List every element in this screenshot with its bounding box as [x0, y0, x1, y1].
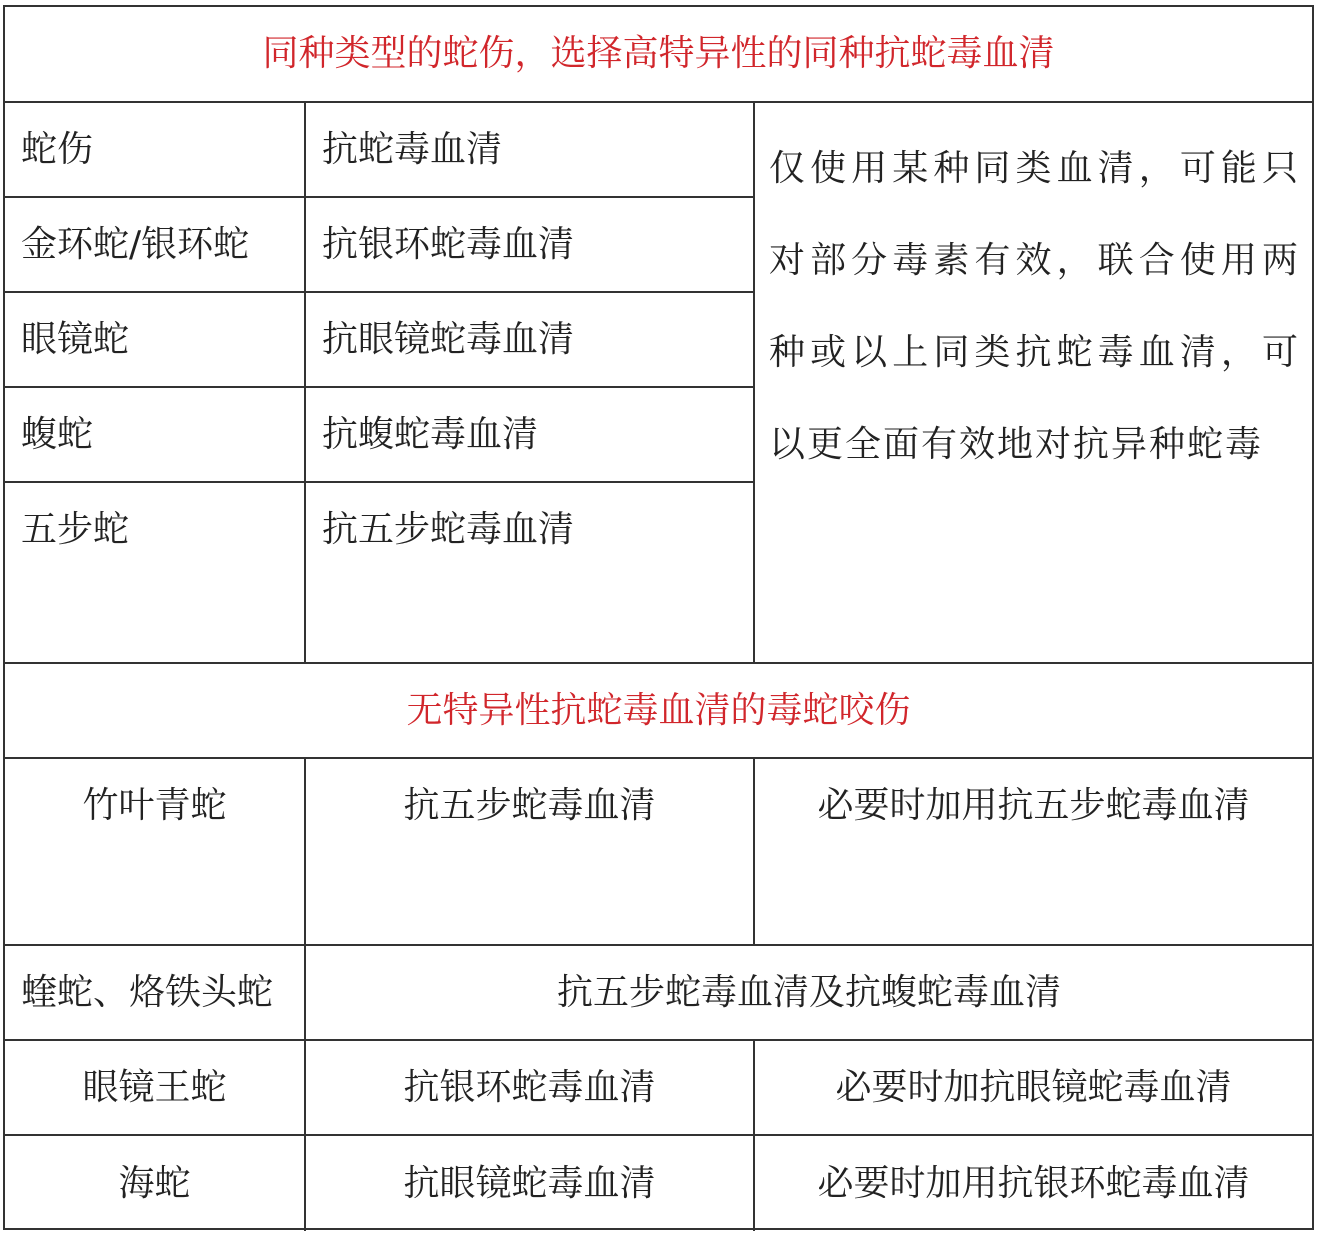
column-header-snake: 蛇伤	[5, 102, 305, 197]
snake-name: 金环蛇/银环蛇	[5, 197, 305, 292]
section2-header-row	[5, 663, 1312, 758]
section1-note: 仅使用某种同类血清，可能只对部分毒素有效，联合使用两种或以上同类抗蛇毒血清，可以更全面有效地对抗异种蛇毒	[754, 102, 1312, 663]
table-row	[5, 1135, 1312, 1231]
snake-name: 眼镜王蛇	[5, 1040, 305, 1135]
antivenom-table	[5, 7, 1312, 1231]
antivenom-name: 抗五步蛇毒血清	[305, 482, 754, 663]
table-row	[5, 945, 1312, 1040]
antivenom-name: 抗五步蛇毒血清及抗蝮蛇毒血清	[305, 945, 1312, 1040]
snake-name: 海蛇	[5, 1135, 305, 1231]
snake-name: 蝰蛇、烙铁头蛇	[5, 945, 305, 1040]
antivenom-note: 必要时加用抗银环蛇毒血清	[754, 1135, 1312, 1231]
antivenom-name: 抗五步蛇毒血清	[305, 758, 754, 945]
table-row	[5, 102, 1312, 197]
antivenom-name: 抗银环蛇毒血清	[305, 1040, 754, 1135]
snake-name: 蝮蛇	[5, 387, 305, 482]
table-row	[5, 758, 1312, 945]
antivenom-name: 抗银环蛇毒血清	[305, 197, 754, 292]
antivenom-name: 抗眼镜蛇毒血清	[305, 1135, 754, 1231]
table-row	[5, 1040, 1312, 1135]
section2-title: 无特异性抗蛇毒血清的毒蛇咬伤	[5, 663, 1312, 758]
antivenom-table-sheet	[3, 5, 1314, 1230]
section1-header-row	[5, 7, 1312, 102]
snake-name: 竹叶青蛇	[5, 758, 305, 945]
antivenom-note: 必要时加抗眼镜蛇毒血清	[754, 1040, 1312, 1135]
antivenom-name: 抗蝮蛇毒血清	[305, 387, 754, 482]
snake-name: 五步蛇	[5, 482, 305, 663]
antivenom-name: 抗眼镜蛇毒血清	[305, 292, 754, 387]
snake-name: 眼镜蛇	[5, 292, 305, 387]
column-header-antivenom: 抗蛇毒血清	[305, 102, 754, 197]
section1-title: 同种类型的蛇伤，选择高特异性的同种抗蛇毒血清	[5, 7, 1312, 102]
antivenom-note: 必要时加用抗五步蛇毒血清	[754, 758, 1312, 945]
